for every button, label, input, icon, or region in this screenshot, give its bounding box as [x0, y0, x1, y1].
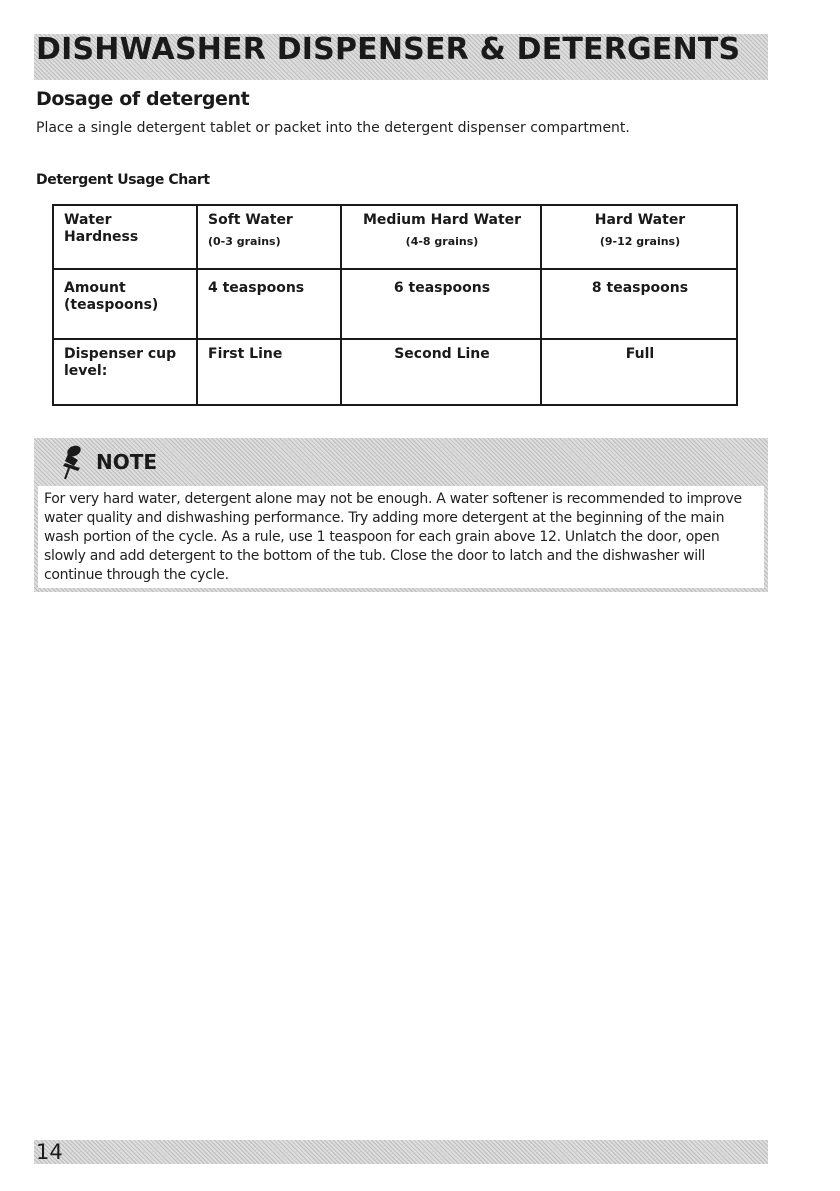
page-number: 14	[36, 1140, 63, 1164]
table-cell: 4 teaspoons	[197, 269, 341, 339]
row-header-dispenser-cup-level	[53, 339, 197, 405]
table-row	[53, 339, 737, 405]
table-row	[53, 205, 737, 269]
table-cell: Full	[541, 339, 737, 405]
grain-range: (0-3 grains)	[208, 235, 281, 248]
page-title: DISHWASHER DISPENSER & DETERGENTS	[36, 32, 741, 67]
cell-label: Dispenser cup	[64, 346, 177, 362]
grain-range: (9-12 grains)	[599, 235, 681, 248]
column-name: Hard Water	[594, 212, 686, 228]
intro-text: Place a single detergent tablet or packet into the detergent dispenser compartment.	[36, 120, 630, 136]
pushpin-icon	[58, 444, 86, 480]
table-cell: 6 teaspoons	[341, 269, 541, 339]
section-heading: Dosage of detergent	[36, 88, 250, 110]
table-cell: Second Line	[341, 339, 541, 405]
column-name: Medium Hard Water	[362, 212, 522, 228]
detergent-usage-table	[52, 204, 738, 406]
cell-label: level:	[64, 363, 108, 379]
cell-label: Amount	[64, 280, 126, 296]
column-header-hard-water	[541, 205, 737, 269]
note-title: NOTE	[96, 450, 158, 474]
note-box	[34, 438, 768, 592]
row-header-amount	[53, 269, 197, 339]
column-header-soft-water	[197, 205, 341, 269]
table-cell: First Line	[197, 339, 341, 405]
grain-range: (4-8 grains)	[405, 235, 479, 248]
cell-label: (teaspoons)	[64, 297, 159, 313]
column-header-medium-hard-water	[341, 205, 541, 269]
note-text: For very hard water, detergent alone may not be enough. A water softener is recommended to improve water quality and dishwashing performance. Try adding more detergent at the beginning of the main wash portion of the cycle. As a rule, use 1 teaspoon for each grain above 12. Unlatch the door, open slowly and add detergent to the bottom of the tub. Close the door to latch and the dishwasher will continue through the cycle.	[44, 491, 742, 583]
chart-heading: Detergent Usage Chart	[36, 172, 210, 188]
footer-bar	[34, 1140, 768, 1164]
note-header	[58, 442, 157, 482]
title-banner	[34, 34, 768, 80]
cell-label: Water Hardness	[64, 212, 139, 245]
column-name: Soft Water	[208, 212, 293, 228]
row-header-water-hardness	[53, 205, 197, 269]
table-row	[53, 269, 737, 339]
table-cell: 8 teaspoons	[541, 269, 737, 339]
